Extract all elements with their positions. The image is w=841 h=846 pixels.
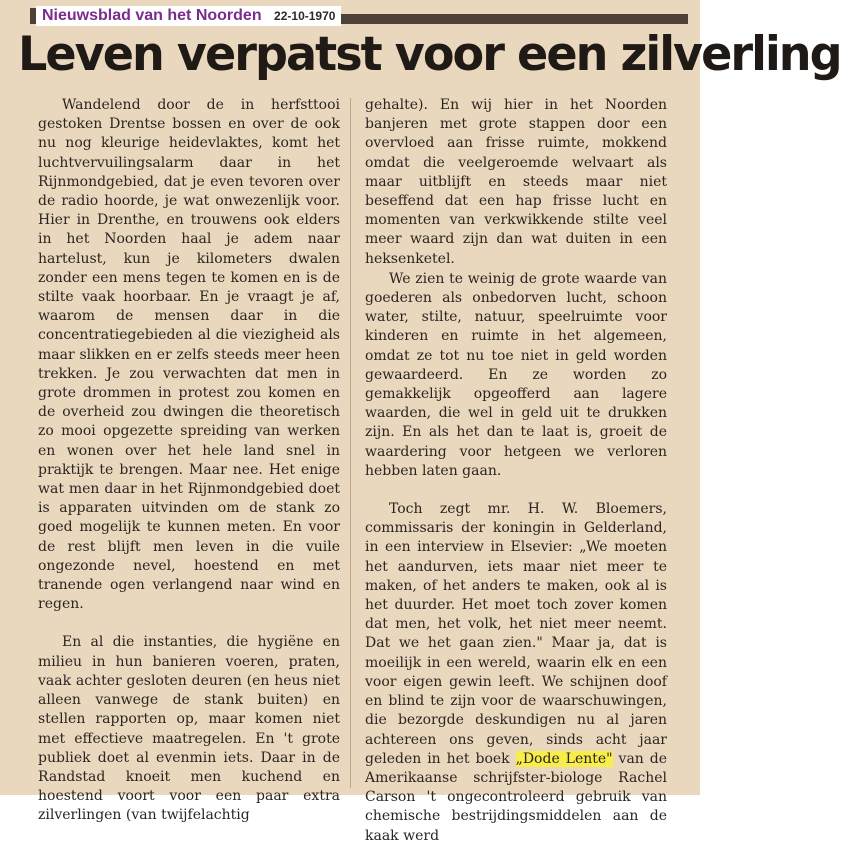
paragraph (365, 500, 667, 846)
paragraph: En al die instanties, die hygiëne en milieu in hun banieren voeren, praten, vaak achter gesloten deuren (en heus niet alleen vanwege de stank buiten) en stellen rapporten op, maar komen niet met effectieve maatregelen. En 't grote publiek doet al evenmin iets. Daar in de Randstad knoeit men kuchend en hoestend voort voor een paar extra zilverlingen (van twijfelachtig (38, 634, 340, 824)
paragraph: Wandelend door de in herfsttooi gestoken Drentse bossen en over de ook nu nog kleurige heidevlaktes, komt het luchtvervuilingsalarm daar in het Rijnmondgebied, dat je even tevoren over de radio hoorde, je wat onwezenlijk voor. Hier in Drenthe, en trouwens ook elders in het Noorden haal je adem naar hartelust, kun je kilometers dwalen zonder een mens tegen te komen en is de stilte vaak hoorbaar. En je vraagt je af, waarom de mensen daar in die concentratiegebieden al die viezigheid als maar slikken en er zelfs steeds meer heen trekken. Je zou verwachten dat men in grote drommen in protest zou komen en de overheid zou dwingen die theoretisch zo mooi opgezette spreiding van werken en wonen over het hele land snel in praktijk te brengen. Maar nee. Het enige wat men daar in het Rijnmondgebied doet is apparaten uitvinden om de stank zo goed mogelijk te kunnen meten. En voor de rest blijft men leven in die vuile ongezonde nevel, hoestend en met tranende ogen verlangend naar wind en regen. (38, 97, 340, 613)
paragraph: gehalte). En wij hier in het Noorden banjeren met grote stappen door een overvloed aan frisse ruimte, mokkend omdat die veelgeroemde welvaart als maar uitblijft en steeds maar niet beseffend dat een hap frisse lucht en momenten van verkwikkende stilte veel meer waard zijn dan wat duiten in een heksenketel. (365, 97, 667, 267)
paragraph: We zien te weinig de grote waarde van goederen als onbedorven lucht, schoon water, stilte, natuur, speelruimte voor kinderen en ruimte in het algemeen, omdat ze tot nu toe niet in geld worden gewaardeerd. En ze worden zo gemakkelijk opgeofferd aan lagere waarden, die wel in geld uit te drukken zijn. En als het dan te laat is, groeit de waardering voor hetgeen we verloren hebben laten gaan. (365, 270, 667, 479)
article-column-right (365, 96, 667, 846)
article-column-left (38, 96, 340, 826)
column-divider (350, 98, 351, 788)
headline: Leven verpatst voor een zilverling (18, 27, 841, 82)
publication-date: 22-10-1970 (274, 9, 336, 23)
paragraph-text: Toch zegt mr. H. W. Bloemers, commissaris der koningin in Gelderland, in een interview in Elsevier: „We moeten het aandurven, iets maar niet meer te maken, of het anders te maken, ook al is het duurder. Het moet toch zover komen dat men, het volk, het niet meer neemt. Dat we het gaan zien." Maar ja, dat is moeilijk in een wereld, waarin elk en een voor eigen gewin leeft. We schijnen doof en blind te zijn voor de waarschuwingen, die bezorgde deskundigen nu al jaren achtereen ons geven, sinds acht jaar geleden in het boek (365, 501, 667, 767)
paragraph-text: van de Amerikaanse schrijfster-biologe Rachel Carson 't ongecontroleerd gebruik van chemische bestrijdingsmiddelen aan de kaak werd (365, 750, 668, 844)
newspaper-name: Nieuwsblad van het Noorden (42, 7, 262, 24)
highlighted-book-title: „Dode Lente" (515, 750, 613, 767)
source-label (36, 6, 341, 26)
